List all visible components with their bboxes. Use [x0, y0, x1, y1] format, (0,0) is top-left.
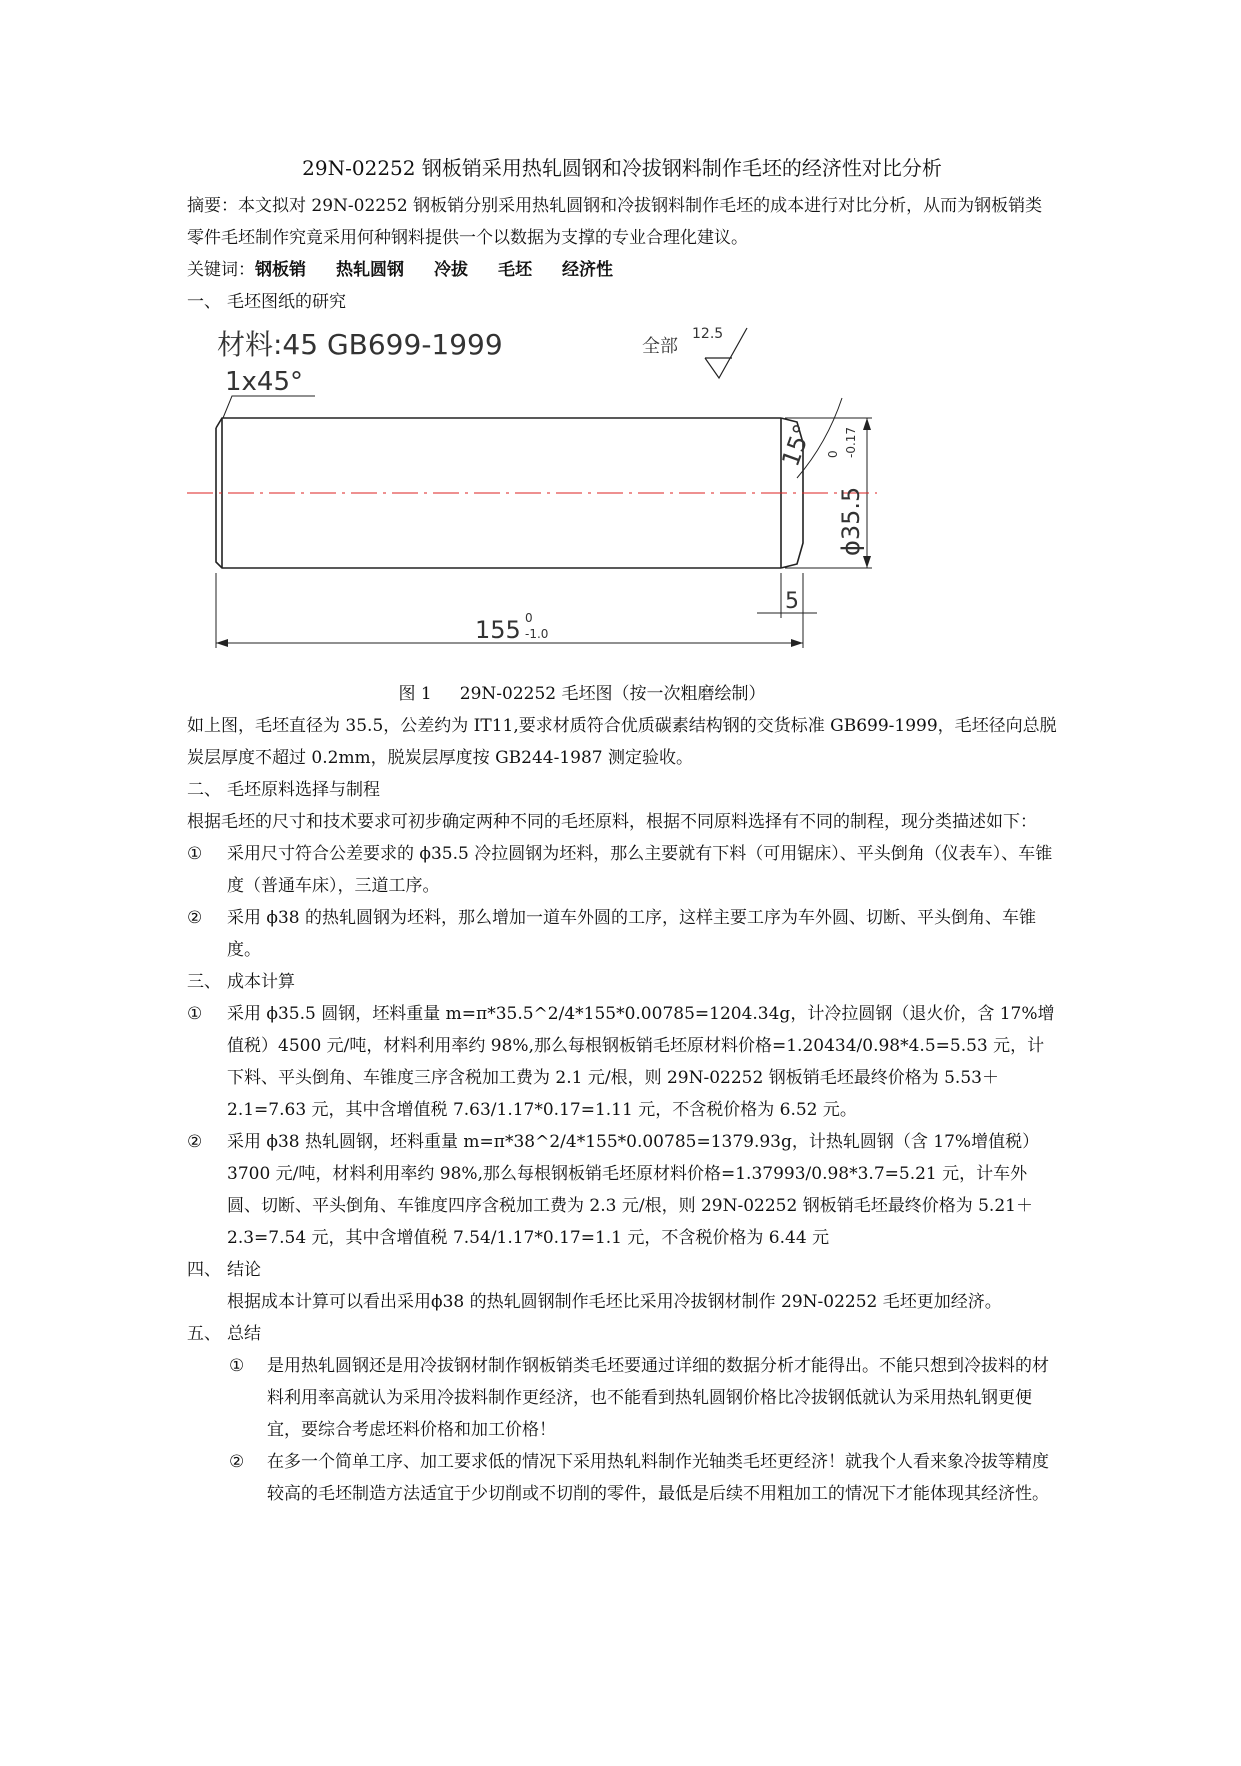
keyword: 冷拔 — [434, 260, 468, 280]
figure-text: 29N-02252 毛坯图（按一次粗磨绘制） — [459, 684, 766, 704]
paragraph: 如上图，毛坯直径为 35.5，公差约为 IT11,要求材质符合优质碳素结构钢的交货标准 GB699-1999，毛坯径向总脱炭层厚度不超过 0.2mm，脱炭层厚度按 GB244-1987 测定验收。 — [187, 716, 1057, 768]
section-number: 五、 — [187, 1324, 221, 1344]
keyword: 热轧圆钢 — [336, 260, 404, 280]
pin-top-edge — [216, 418, 781, 428]
diameter-label: ϕ35.5 — [837, 486, 865, 556]
list-text: 采用 ϕ38 的热轧圆钢为坯料，那么增加一道车外圆的工序，这样主要工序为车外圆、切断、平头倒角、车锥度。 — [227, 908, 1037, 960]
section-title: 毛坯原料选择与制程 — [227, 780, 380, 800]
list-marker: ② — [229, 1452, 245, 1472]
list-item — [187, 1126, 1057, 1254]
list-marker: ② — [187, 1132, 203, 1152]
abstract-label: 摘要： — [187, 196, 238, 216]
keyword: 钢板销 — [255, 260, 306, 280]
length-tol-upper: 0 — [525, 611, 533, 625]
section-heading — [187, 966, 1057, 998]
list-item — [187, 1446, 1057, 1510]
material-label: 材料:45 GB699-1999 — [217, 328, 503, 361]
section-title: 毛坯图纸的研究 — [227, 292, 346, 312]
blank-drawing — [187, 318, 1057, 678]
list-marker: ② — [187, 908, 203, 928]
keyword: 毛坯 — [498, 260, 532, 280]
paragraph: 根据成本计算可以看出采用ϕ38 的热轧圆钢制作毛坯比采用冷拔钢材制作 29N-02252 毛坯更加经济。 — [227, 1292, 1002, 1312]
arrow-icon — [863, 556, 871, 568]
arrow-icon — [863, 418, 871, 430]
taper-length-label: 5 — [785, 589, 799, 614]
keyword: 经济性 — [562, 260, 613, 280]
pin-bottom-edge — [216, 428, 781, 568]
paragraph: 根据毛坯的尺寸和技术要求可初步确定两种不同的毛坯原料，根据不同原料选择有不同的制程，现分类描述如下： — [187, 812, 1037, 832]
section-heading — [187, 774, 1057, 806]
arrow-icon — [216, 639, 228, 647]
length-tol-lower: -1.0 — [525, 627, 549, 641]
list-text: 采用 ϕ38 热轧圆钢，坯料重量 m=π*38^2/4*155*0.00785=1379.93g，计热轧圆钢（含 17%增值税）3700 元/吨，材料利用率约 98%,那么每根钢板销毛坯原材料价格=1.37993/0.98*3.7=5.21 元，计车外圆、切断、平头倒角、车锥度四序含税加工费为 2.3 元/根，则 29N-02252 钢板销毛坯最终价格为 5.21＋2.3=7.54 元，其中含增值税 7.54/1.17*0.17=1.1 元，不含税价格为 6.44 元 — [227, 1132, 1040, 1248]
list-item — [187, 902, 1057, 966]
section-heading — [187, 286, 1057, 318]
section-number: 四、 — [187, 1260, 221, 1280]
chamfer-label: 1x45° — [225, 367, 304, 397]
document-content — [187, 150, 1057, 1510]
abstract-text: 本文拟对 29N-02252 钢板销分别采用热轧圆钢和冷拔钢料制作毛坯的成本进行对比分析，从而为钢板销类零件毛坯制作究竟采用何种钢料提供一个以数据为支撑的专业合理化建议。 — [187, 196, 1043, 248]
section-title: 成本计算 — [227, 972, 295, 992]
list-marker: ① — [187, 1004, 203, 1024]
figure-number: 图 1 — [398, 684, 432, 704]
arrow-icon — [791, 639, 803, 647]
list-text: 在多一个简单工序、加工要求低的情况下采用热轧料制作光轴类毛坯更经济！就我个人看来象冷拔等精度较高的毛坯制造方法适宜于少切削或不切削的零件，最低是后续不用粗加工的情况下才能体现其经济性。 — [267, 1452, 1049, 1504]
length-label: 155 — [475, 616, 521, 644]
section-title: 结论 — [227, 1260, 261, 1280]
document-title: 29N-02252 钢板销采用热轧圆钢和冷拔钢料制作毛坯的经济性对比分析 — [302, 156, 942, 180]
keywords — [187, 254, 1057, 286]
roughness-value: 12.5 — [692, 326, 724, 342]
list-item — [187, 1350, 1057, 1446]
section-title: 总结 — [227, 1324, 261, 1344]
list-item — [187, 838, 1057, 902]
list-marker: ① — [229, 1356, 245, 1376]
section-number: 二、 — [187, 780, 221, 800]
section-heading — [187, 1318, 1057, 1350]
figure-caption — [187, 678, 1057, 710]
keywords-label: 关键词： — [187, 260, 255, 280]
roughness-label: 全部 — [642, 336, 678, 357]
section-heading — [187, 1254, 1057, 1286]
section-number: 三、 — [187, 972, 221, 992]
diameter-tol-lower: -0.17 — [844, 426, 858, 458]
list-text: 是用热轧圆钢还是用冷拔钢材制作钢板销类毛坯要通过详细的数据分析才能得出。不能只想到冷拔料的材料利用率高就认为采用冷拔料制作更经济，也不能看到热轧圆钢价格比冷拔钢低就认为采用热轧钢更便宜，要综合考虑坯料价格和加工价格！ — [267, 1356, 1049, 1440]
taper-angle-label: 15° — [776, 420, 818, 471]
diameter-tol-upper: 0 — [826, 450, 840, 458]
list-marker: ① — [187, 844, 203, 864]
list-item — [187, 998, 1057, 1126]
chamfer-leader — [223, 396, 315, 418]
abstract — [187, 190, 1057, 254]
list-text: 采用尺寸符合公差要求的 ϕ35.5 冷拉圆钢为坯料，那么主要就有下料（可用锯床）、平头倒角（仪表车）、车锥度（普通车床），三道工序。 — [227, 844, 1053, 896]
section-number: 一、 — [187, 292, 221, 312]
technical-drawing — [187, 318, 1057, 678]
list-text: 采用 ϕ35.5 圆钢，坯料重量 m=π*35.5^2/4*155*0.00785=1204.34g，计冷拉圆钢（退火价，含 17%增值税）4500 元/吨，材料利用率约 98%,那么每根钢板销毛坯原材料价格=1.20434/0.98*4.5=5.53 元，计下料、平头倒角、车锥度三序含税加工费为 2.1 元/根，则 29N-02252 钢板销毛坯最终价格为 5.53＋2.1=7.63 元，其中含增值税 7.63/1.17*0.17=1.11 元，不含税价格为 6.52 元。 — [227, 1004, 1055, 1120]
